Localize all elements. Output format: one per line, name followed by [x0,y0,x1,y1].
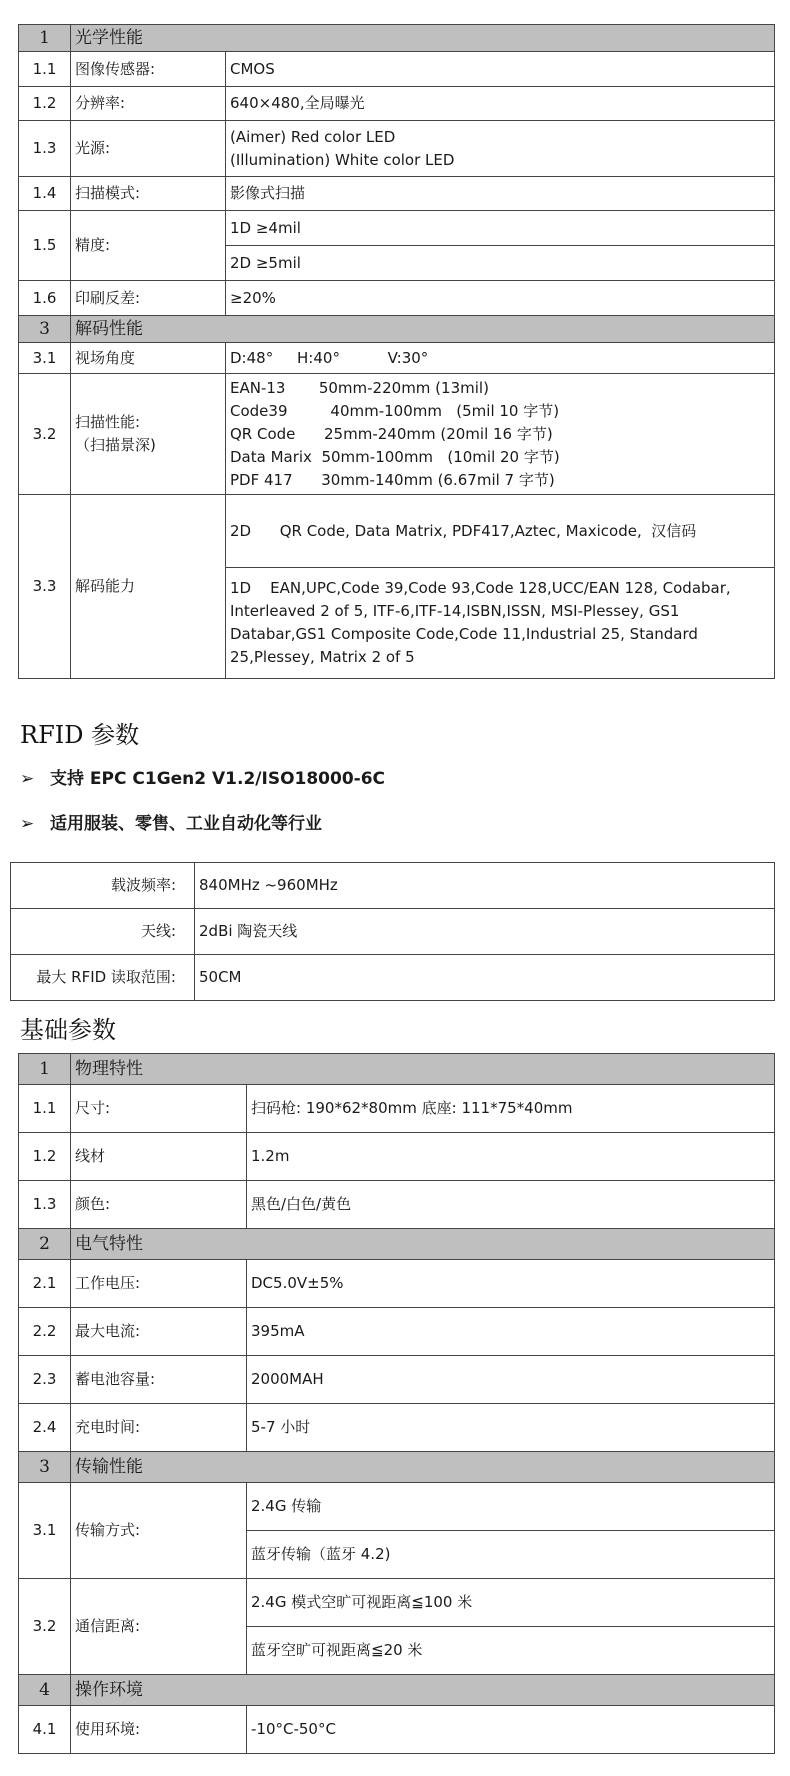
row-label: 印刷反差: [71,281,226,316]
section-title: 传输性能 [71,1452,775,1483]
table-row [19,1181,775,1229]
row-label: 蓄电池容量: [71,1356,247,1404]
row-value: 50CM [195,955,775,1001]
bullet-text: 适用服装、零售、工业自动化等行业 [50,814,322,834]
row-value: D:48° H:40° V:30° [226,343,775,374]
row-label: 精度: [71,211,226,281]
optical-decoding-table [18,24,775,679]
row-number: 1.5 [19,211,71,281]
row-label: 最大电流: [71,1308,247,1356]
section-row-decoding [19,316,775,343]
row-number: 3.1 [19,343,71,374]
row-value: 840MHz ~960MHz [195,863,775,909]
row-value: 蓝牙空旷可视距离≦20 米 [247,1627,775,1675]
section-title: 光学性能 [71,25,775,52]
section-number: 2 [19,1229,71,1260]
table-row [19,1308,775,1356]
table-row [19,211,775,246]
row-label: 通信距离: [71,1579,247,1675]
row-value: 395mA [247,1308,775,1356]
row-value: 扫码枪: 190*62*80mm 底座: 111*75*40mm [247,1085,775,1133]
row-value: 2.4G 传输 [247,1483,775,1531]
row-label: 颜色: [71,1181,247,1229]
section-title: 物理特性 [71,1054,775,1085]
section-title: 电气特性 [71,1229,775,1260]
row-number: 2.3 [19,1356,71,1404]
row-label: 最大 RFID 读取范围: [11,955,195,1001]
row-label: 光源: [71,121,226,177]
row-label: 传输方式: [71,1483,247,1579]
row-value: 5-7 小时 [247,1404,775,1452]
row-label: 载波频率: [11,863,195,909]
table-row [19,281,775,316]
row-label: 扫描模式: [71,177,226,211]
row-number: 1.4 [19,177,71,211]
row-label: 解码能力 [71,495,226,679]
row-label: 使用环境: [71,1706,247,1754]
section-title: 操作环境 [71,1675,775,1706]
bullet-text: 支持 EPC C1Gen2 V1.2/ISO18000-6C [50,769,386,789]
row-value: 影像式扫描 [226,177,775,211]
table-row [19,1133,775,1181]
row-value: 黑色/白色/黄色 [247,1181,775,1229]
section-number: 1 [19,1054,71,1085]
arrow-bullet-icon: ➢ [20,814,35,834]
row-value: -10°C-50°C [247,1706,775,1754]
section-row-optical [19,25,775,52]
row-value: 1D ≥4mil [226,211,775,246]
basic-params-table [18,1053,775,1754]
row-value: 2000MAH [247,1356,775,1404]
table-row [19,1356,775,1404]
row-value: 640×480,全局曝光 [226,87,775,121]
row-label: 线材 [71,1133,247,1181]
table-row [19,1085,775,1133]
row-label: 分辨率: [71,87,226,121]
section-row-transmission [19,1452,775,1483]
row-value: 1.2m [247,1133,775,1181]
rfid-heading: RFID 参数 [20,721,140,749]
rfid-table [10,862,775,1001]
row-number: 2.1 [19,1260,71,1308]
row-number: 3.3 [19,495,71,679]
rfid-bullet [20,764,385,789]
row-label: 工作电压: [71,1260,247,1308]
row-number: 2.2 [19,1308,71,1356]
row-value: 2D ≥5mil [226,246,775,281]
row-value: EAN-13 50mm-220mm (13mil) Code39 40mm-100mm (5mil 10 字节) QR Code 25mm-240mm (20mil 16 字节) Data Marix 50mm-100mm (10mil 20 字节) PDF 417 30mm-140mm (6.67mil 7 字节) [226,374,775,495]
section-row-environment [19,1675,775,1706]
table-row [19,121,775,177]
row-number: 1.1 [19,52,71,87]
table-row [11,955,775,1001]
section-number: 3 [19,1452,71,1483]
basic-params-heading: 基础参数 [20,1016,116,1044]
row-number: 1.2 [19,87,71,121]
table-row [19,1260,775,1308]
table-row [19,374,775,495]
section-number: 1 [19,25,71,52]
row-value: ≥20% [226,281,775,316]
row-number: 2.4 [19,1404,71,1452]
row-value: 2dBi 陶瓷天线 [195,909,775,955]
row-number: 3.1 [19,1483,71,1579]
table-row [19,1483,775,1531]
table-row [19,495,775,568]
section-row-electrical [19,1229,775,1260]
table-row [19,343,775,374]
row-value: (Aimer) Red color LED (Illumination) White color LED [226,121,775,177]
row-label: 扫描性能: （扫描景深) [71,374,226,495]
table-row [19,1706,775,1754]
table-row [19,87,775,121]
row-number: 1.3 [19,1181,71,1229]
row-value: 蓝牙传输（蓝牙 4.2) [247,1531,775,1579]
row-value: 1D EAN,UPC,Code 39,Code 93,Code 128,UCC/EAN 128, Codabar, Interleaved 2 of 5, ITF-6,ITF-14,ISBN,ISSN, MSI-Plessey, GS1 Databar,GS1 Composite Code,Code 11,Industrial 25, Standard 25,Plessey, Matrix 2 of 5 [226,568,775,679]
row-number: 1.3 [19,121,71,177]
row-number: 1.2 [19,1133,71,1181]
table-row [19,1579,775,1627]
row-label: 尺寸: [71,1085,247,1133]
arrow-bullet-icon: ➢ [20,769,35,789]
rfid-bullet [20,809,322,834]
row-number: 3.2 [19,1579,71,1675]
row-value: 2.4G 模式空旷可视距离≦100 米 [247,1579,775,1627]
row-label: 视场角度 [71,343,226,374]
row-number: 1.6 [19,281,71,316]
row-value: CMOS [226,52,775,87]
row-number: 1.1 [19,1085,71,1133]
row-value: 2D QR Code, Data Matrix, PDF417,Aztec, Maxicode, 汉信码 [226,495,775,568]
section-number: 4 [19,1675,71,1706]
table-row [19,52,775,87]
section-row-physical [19,1054,775,1085]
section-title: 解码性能 [71,316,775,343]
section-number: 3 [19,316,71,343]
row-number: 4.1 [19,1706,71,1754]
row-label: 充电时间: [71,1404,247,1452]
table-row [11,863,775,909]
table-row [19,177,775,211]
row-label: 图像传感器: [71,52,226,87]
row-number: 3.2 [19,374,71,495]
row-label: 天线: [11,909,195,955]
table-row [19,1404,775,1452]
table-row [11,909,775,955]
row-value: DC5.0V±5% [247,1260,775,1308]
